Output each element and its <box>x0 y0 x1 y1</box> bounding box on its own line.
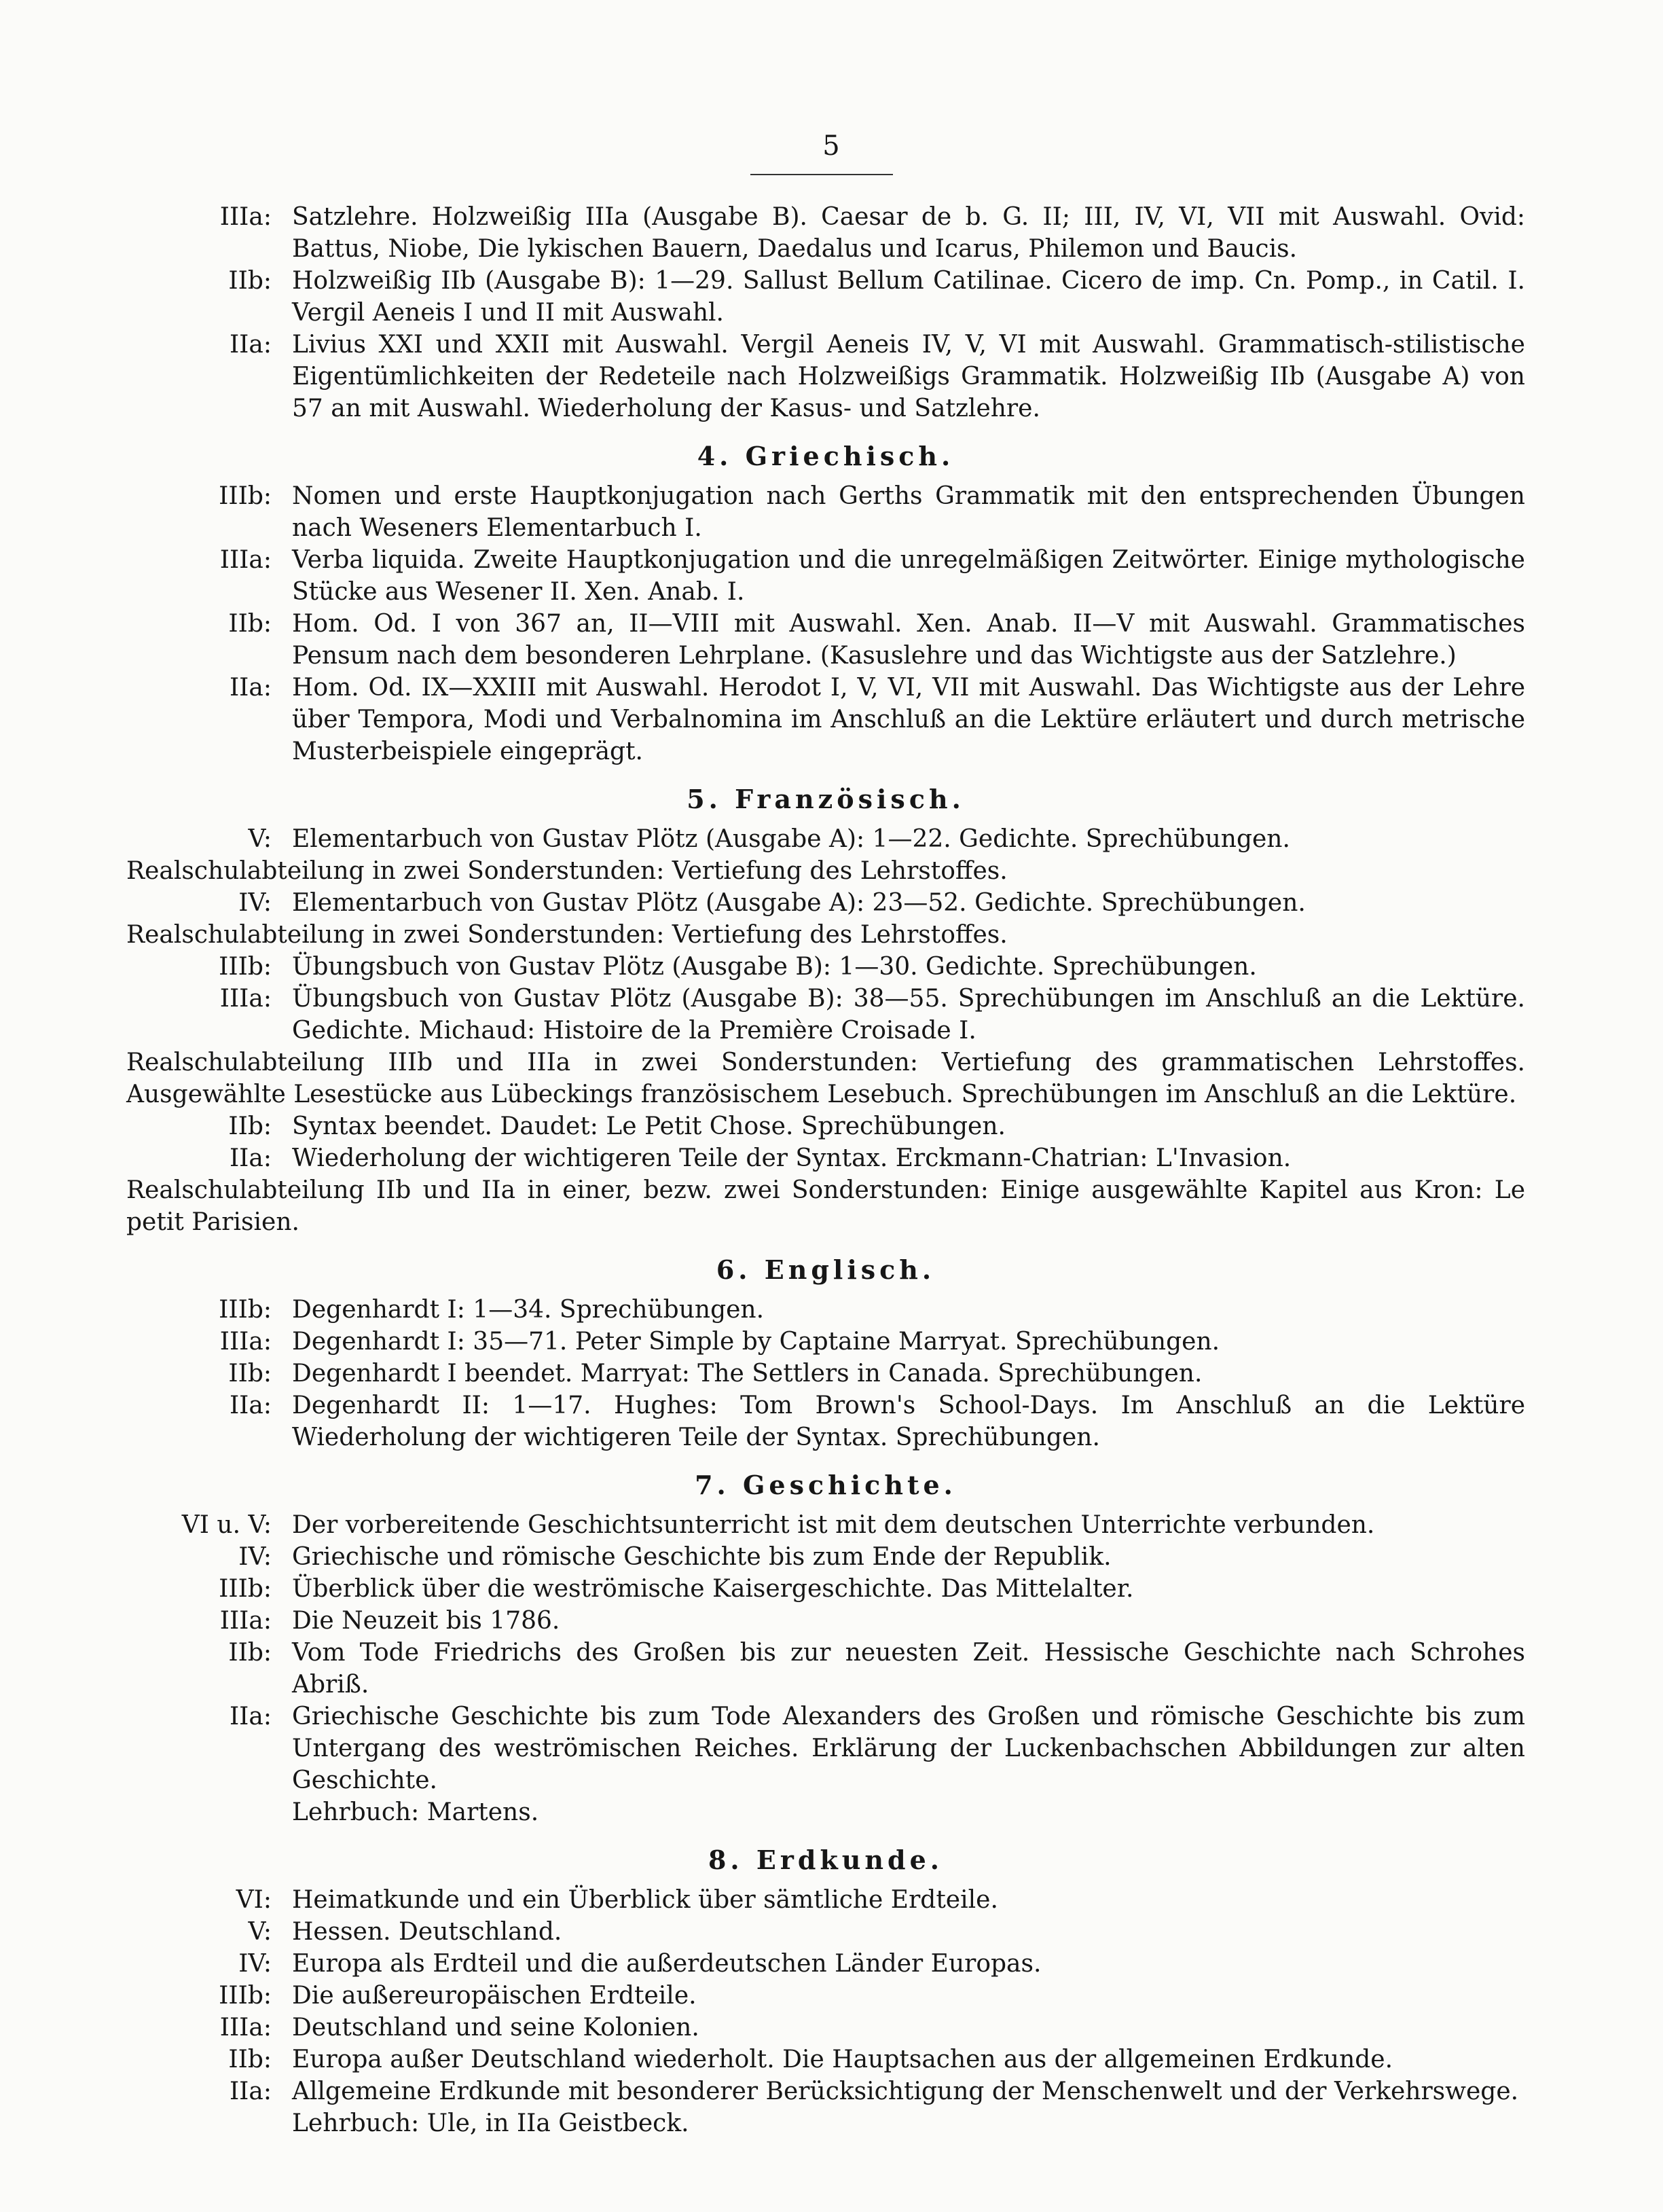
curriculum-entry <box>126 2075 1525 2107</box>
curriculum-entry <box>126 887 1525 919</box>
entry-text: Lehrbuch: Martens. <box>292 1798 539 1826</box>
section-heading: 5. Französisch. <box>687 784 965 814</box>
entry-text: Griechische Geschichte bis zum Tode Alexanders des Großen und römische Geschichte bis zum Untergang des weströmischen Reiches. Erklärung der Luckenbachschen Abbildungen zur alten Geschichte. <box>292 1703 1525 1794</box>
curriculum-entry <box>126 2044 1525 2075</box>
section <box>126 1253 1525 1453</box>
realschule-note: Realschulabteilung IIb und IIa in einer, bezw. zwei Sonderstunden: Einige ausgewählte Kapitel aus Kron: Le petit Parisien. <box>126 1176 1525 1236</box>
entry-text: Degenhardt I: 35—71. Peter Simple by Captaine Marryat. Sprechübungen. <box>292 1328 1220 1356</box>
class-label: IIIa: <box>219 1607 272 1635</box>
class-label: VI u. V: <box>181 1511 272 1539</box>
curriculum-entry <box>126 983 1525 1047</box>
curriculum-entry <box>126 1142 1525 1174</box>
entry-text: Degenhardt I beendet. Marryat: The Settlers in Canada. Sprechübungen. <box>292 1360 1203 1388</box>
entry-text: Deutschland und seine Kolonien. <box>292 2014 699 2042</box>
entry-text: Übungsbuch von Gustav Plötz (Ausgabe B): 1—30. Gedichte. Sprechübungen. <box>292 953 1257 981</box>
class-label: IIIa: <box>219 985 272 1013</box>
curriculum-entry <box>126 1509 1525 1541</box>
entry-text: Nomen und erste Hauptkonjugation nach Gerths Grammatik mit den entsprechenden Übungen nach Weseners Elementarbuch I. <box>292 482 1525 542</box>
class-label: IIa: <box>229 1144 272 1172</box>
realschule-note: Realschulabteilung IIIb und IIIa in zwei Sonderstunden: Vertiefung des grammatischen Lehrstoffes. Ausgewählte Lesestücke aus Lübeckings französischem Lesebuch. Sprechübungen im Anschluß an die Lektüre. <box>126 1049 1525 1108</box>
class-label: IIb: <box>228 1639 272 1667</box>
class-label: V: <box>248 1918 272 1946</box>
section <box>126 1468 1525 1828</box>
entry-text: Hom. Od. I von 367 an, II—VIII mit Auswahl. Xen. Anab. II—V mit Auswahl. Grammatisches Pensum nach dem besonderen Lehrplane. (Kasuslehre und das Wichtigste aus der Satzlehre.) <box>292 610 1525 670</box>
curriculum-entry <box>126 1326 1525 1358</box>
curriculum-entry <box>126 1541 1525 1573</box>
class-label: IIa: <box>229 1703 272 1730</box>
class-label: IIa: <box>229 1392 272 1419</box>
entry-text: Elementarbuch von Gustav Plötz (Ausgabe A): 23—52. Gedichte. Sprechübungen. <box>292 889 1306 917</box>
entry-text: Verba liquida. Zweite Hauptkonjugation und die unregelmäßigen Zeitwörter. Einige mythologische Stücke aus Wesener II. Xen. Anab. I. <box>292 546 1525 606</box>
realschule-note: Realschulabteilung in zwei Sonderstunden: Vertiefung des Lehrstoffes. <box>126 857 1008 885</box>
section-heading: 8. Erdkunde. <box>708 1845 943 1875</box>
entry-text: Wiederholung der wichtigeren Teile der Syntax. Erckmann-Chatrian: L'Invasion. <box>292 1144 1292 1172</box>
entry-text: Der vorbereitende Geschichtsunterricht ist mit dem deutschen Unterrichte verbunden. <box>292 1511 1375 1539</box>
curriculum-entry <box>126 1637 1525 1701</box>
curriculum-entry <box>126 1110 1525 1142</box>
curriculum-entry <box>126 1884 1525 1916</box>
entry-text: Hessen. Deutschland. <box>292 1918 562 1946</box>
entry-text: Allgemeine Erdkunde mit besonderer Berücksichtigung der Menschenwelt und der Verkehrswege. <box>292 2078 1519 2105</box>
curriculum-entry <box>126 265 1525 329</box>
class-label: IIIb: <box>219 1296 272 1324</box>
class-label: IV: <box>238 889 272 917</box>
entry-text: Degenhardt I: 1—34. Sprechübungen. <box>292 1296 765 1324</box>
entry-text: Die Neuzeit bis 1786. <box>292 1607 560 1635</box>
curriculum-entry <box>126 1573 1525 1605</box>
curriculum-entry <box>126 2012 1525 2044</box>
curriculum-entry <box>126 1294 1525 1326</box>
class-label: IIa: <box>229 674 272 702</box>
entry-text: Europa als Erdteil und die außerdeutschen Länder Europas. <box>292 1950 1042 1978</box>
entry-text: Degenhardt II: 1—17. Hughes: Tom Brown's School-Days. Im Anschluß an die Lektüre Wiederholung der wichtigeren Teile der Syntax. Sprechübungen. <box>292 1392 1525 1451</box>
section-heading: 4. Griechisch. <box>697 441 955 471</box>
class-label: IIIb: <box>219 1575 272 1603</box>
page-number: 5 <box>822 130 841 162</box>
curriculum-entry <box>126 1701 1525 1796</box>
class-label: IIb: <box>228 267 272 295</box>
class-label: IIIa: <box>219 546 272 574</box>
entry-text: Überblick über die weströmische Kaisergeschichte. Das Mittelalter. <box>292 1575 1134 1603</box>
entry-text: Syntax beendet. Daudet: Le Petit Chose. Sprechübungen. <box>292 1112 1006 1140</box>
curriculum-entry <box>126 544 1525 608</box>
entry-text: Satzlehre. Holzweißig IIIa (Ausgabe B). Caesar de b. G. II; III, IV, VI, VII mit Auswahl. Ovid: Battus, Niobe, Die lykischen Bauern, Daedalus und Icarus, Philemon und Baucis. <box>292 203 1525 263</box>
class-label: IIIa: <box>219 2014 272 2042</box>
entry-text: Hom. Od. IX—XXIII mit Auswahl. Herodot I, V, VI, VII mit Auswahl. Das Wichtigste aus der Lehre über Tempora, Modi und Verbalnomina im Anschluß an die Lektüre erläutert und durch metrische Musterbeispiele eingeprägt. <box>292 674 1525 765</box>
entry-text: Livius XXI und XXII mit Auswahl. Vergil Aeneis IV, V, VI mit Auswahl. Grammatisch-stilistische Eigentümlichkeiten der Redeteile nach Holzweißigs Grammatik. Holzweißig IIb (Ausgabe A) von 57 an mit Auswahl. Wiederholung der Kasus- und Satzlehre. <box>292 331 1525 422</box>
class-label: IIIa: <box>219 203 272 231</box>
entry-text: Lehrbuch: Ule, in IIa Geistbeck. <box>292 2109 689 2137</box>
entry-text: Übungsbuch von Gustav Plötz (Ausgabe B): 38—55. Sprechübungen im Anschluß an die Lektüre. Gedichte. Michaud: Histoire de la Première Croisade I. <box>292 985 1525 1045</box>
entry-text: Holzweißig IIb (Ausgabe B): 1—29. Sallust Bellum Catilinae. Cicero de imp. Cn. Pomp., in Catil. I. Vergil Aeneis I und II mit Auswahl. <box>292 267 1525 327</box>
entry-text: Die außereuropäischen Erdteile. <box>292 1982 697 2010</box>
curriculum-entry <box>126 1948 1525 1980</box>
class-label: IIb: <box>228 610 272 638</box>
class-label: VI: <box>236 1886 272 1914</box>
class-label: IIIb: <box>219 953 272 981</box>
curriculum-entry <box>126 1358 1525 1390</box>
realschule-note: Realschulabteilung in zwei Sonderstunden: Vertiefung des Lehrstoffes. <box>126 921 1008 949</box>
class-label: IIb: <box>228 1360 272 1388</box>
curriculum-entry <box>126 1980 1525 2012</box>
curriculum-entry <box>126 2107 1525 2139</box>
class-label: IIa: <box>229 2078 272 2105</box>
section <box>126 1843 1525 2139</box>
class-label: IIa: <box>229 331 272 359</box>
curriculum-entry <box>126 329 1525 424</box>
curriculum-entry <box>126 951 1525 983</box>
curriculum-entry <box>126 608 1525 672</box>
entry-text: Europa außer Deutschland wiederholt. Die Hauptsachen aus der allgemeinen Erdkunde. <box>292 2046 1393 2073</box>
curriculum-entry <box>126 1916 1525 1948</box>
class-label: IV: <box>238 1543 272 1571</box>
entry-text: Griechische und römische Geschichte bis zum Ende der Republik. <box>292 1543 1112 1571</box>
page-number-rule <box>750 174 893 175</box>
class-label: IV: <box>238 1950 272 1978</box>
curriculum-entry <box>126 480 1525 544</box>
curriculum-entry <box>126 1605 1525 1637</box>
curriculum-entry <box>126 823 1525 855</box>
class-label: IIIa: <box>219 1328 272 1356</box>
curriculum-entry <box>126 672 1525 767</box>
section <box>126 201 1525 424</box>
entry-text: Vom Tode Friedrichs des Großen bis zur neuesten Zeit. Hessische Geschichte nach Schrohes Abriß. <box>292 1639 1525 1699</box>
curriculum-entry <box>126 201 1525 265</box>
section-heading: 7. Geschichte. <box>695 1470 957 1500</box>
section-heading: 6. Englisch. <box>716 1254 936 1285</box>
document-body <box>126 201 1525 2139</box>
class-label: IIIb: <box>219 482 272 510</box>
class-label: V: <box>248 825 272 853</box>
class-label: IIb: <box>228 1112 272 1140</box>
entry-text: Elementarbuch von Gustav Plötz (Ausgabe A): 1—22. Gedichte. Sprechübungen. <box>292 825 1290 853</box>
section <box>126 782 1525 1238</box>
curriculum-entry <box>126 1390 1525 1453</box>
curriculum-entry <box>126 1796 1525 1828</box>
class-label: IIb: <box>228 2046 272 2073</box>
section <box>126 439 1525 767</box>
entry-text: Heimatkunde und ein Überblick über sämtliche Erdteile. <box>292 1886 998 1914</box>
class-label: IIIb: <box>219 1982 272 2010</box>
